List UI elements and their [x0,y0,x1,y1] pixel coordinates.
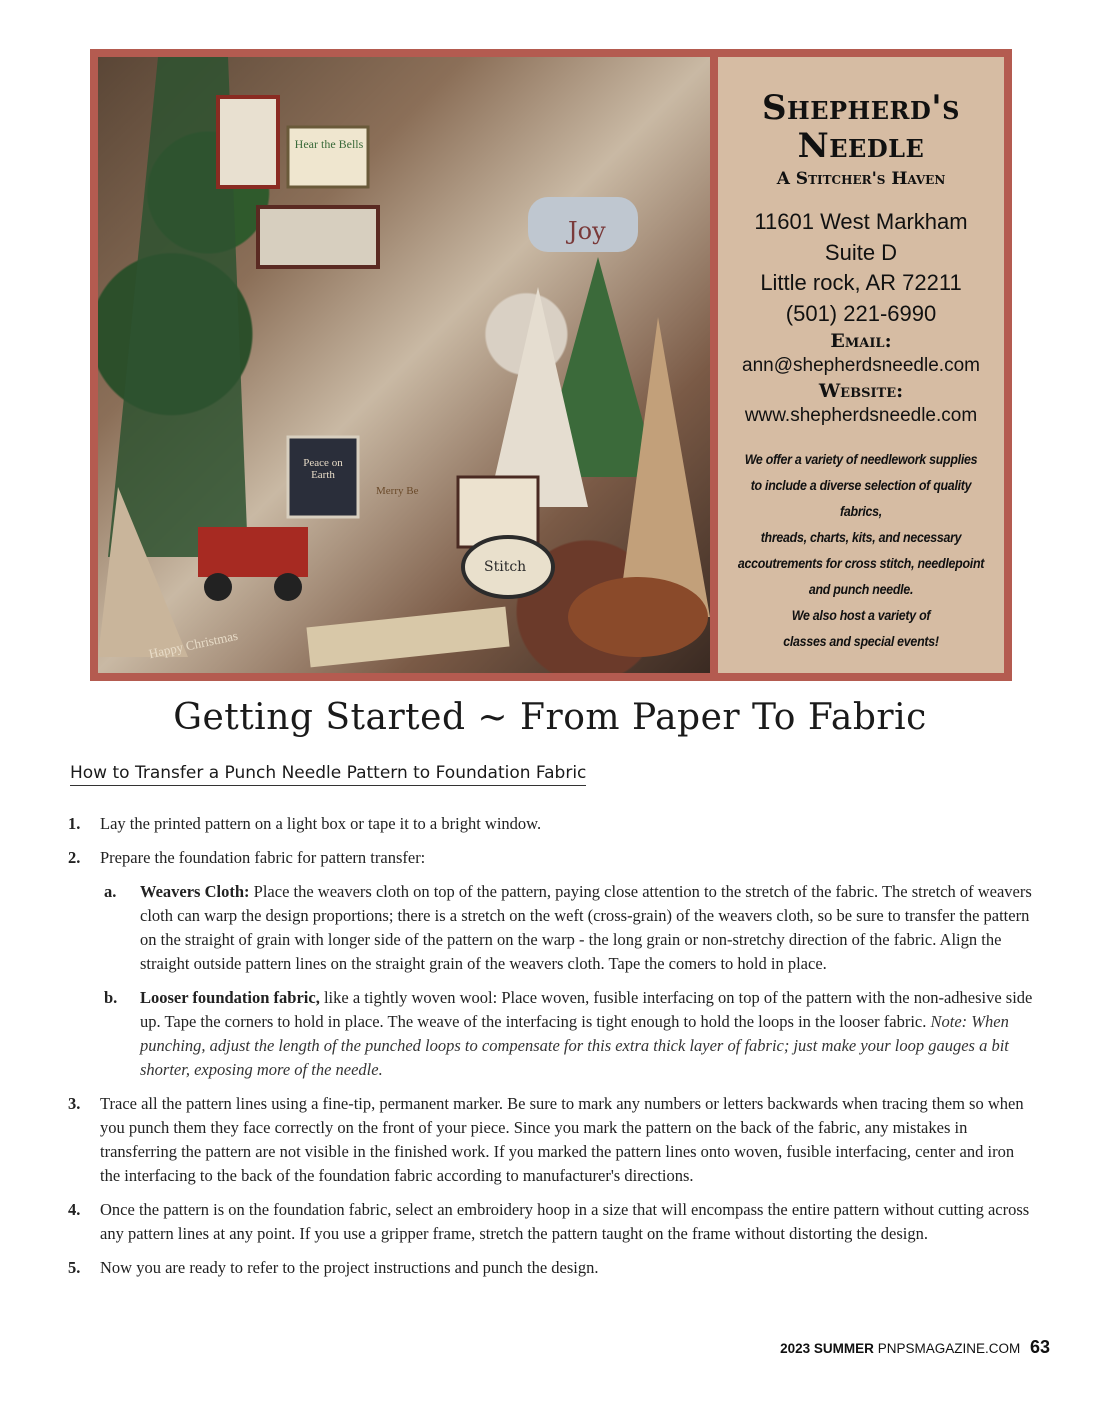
substep-lead: Weavers Cloth: [140,882,250,901]
substep-letter: b. [104,988,118,1007]
website-url[interactable]: www.shepherdsneedle.com [744,405,978,426]
blurb-line: to include a diverse selection of quality fabrics, [750,478,972,519]
issue-label: 2023 SUMMER [780,1341,874,1356]
store-name [718,89,1004,165]
address-line: Suite D [824,239,898,265]
list-item [68,1256,1038,1280]
photo-text-joy: Joy [568,217,606,245]
article-title: Getting Started ~ From Paper To Fabric [173,697,927,738]
step-number: 2. [68,848,81,867]
store-address [718,207,1004,329]
blurb-line: threads, charts, kits, and necessary [760,530,962,545]
store-tagline: A Stitcher's Haven [776,169,946,189]
substep-letter: a. [104,882,117,901]
instruction-list [68,812,1038,1290]
step-number: 4. [68,1200,81,1219]
blurb-line: accoutrements for cross stitch, needlepoint [737,556,985,571]
step-number: 1. [68,814,81,833]
store-name-line1: Shepherd's [761,88,961,128]
photo-text-bells: Hear the Bells [294,137,364,151]
step-text: Prepare the foundation fabric for pattern transfer: [100,848,426,867]
website-label: Website: [818,380,904,402]
step-number: 5. [68,1258,81,1277]
store-info-panel [718,57,1004,673]
step-text: Lay the printed pattern on a light box or tape it to a bright window. [100,814,542,833]
phone-number: (501) 221-6990 [785,300,937,326]
step-text: Once the pattern is on the foundation fabric, select an embroidery hoop in a size that will encompass the entire pattern without cutting across any pattern lines at any point. If you use a gripper frame, stretch the pattern taught on the frame without distorting the design. [100,1200,1030,1243]
shop-display-photo [98,57,710,673]
list-item [68,1092,1038,1188]
blurb-line: classes and special events! [783,634,939,649]
substep-lead: Looser foundation fabric, [140,988,320,1007]
step-text: Now you are ready to refer to the project instructions and punch the design. [100,1258,599,1277]
store-name-line2: Needle [797,126,925,166]
step-number: 3. [68,1094,81,1113]
email-address[interactable]: ann@shepherdsneedle.com [742,355,980,376]
list-item [68,846,1038,870]
store-advertisement [90,49,1012,681]
step-text: Trace all the pattern lines using a fine-tip, permanent marker. Be sure to mark any numbers or letters backwards when tracing them so when you punch them they face correctly on the front of your piece. Since you mark the pattern on the back of the fabric, any mistakes in transferring the pattern are not visible in the finished work. If you marked the pattern lines onto woven, fusible interfacing, center and iron the interfacing to the back of the foundation fabric according to manufacturer's directions. [100,1094,1024,1185]
blurb-line: We offer a variety of needlework supplies [744,452,978,467]
article-subtitle: How to Transfer a Punch Needle Pattern to Foundation Fabric [70,763,586,786]
page-number: 63 [1029,1337,1050,1357]
photo-text-christmas: Happy Christmas [147,627,240,662]
list-item [68,1198,1038,1246]
substep-note: Note: When punching, adjust the length of the punched loops to compensate for this extra thick layer of fabric; just make your loop gauges a bit shorter, exposing more of the needle. [140,1012,1009,1079]
blurb-line: We also host a variety of [791,608,931,623]
blurb-line: and punch needle. [808,582,914,597]
photo-text-stitch: Stitch [484,559,527,575]
store-description [735,447,987,655]
sub-list-item [68,986,1038,1082]
substep-text: Place the weavers cloth on top of the pattern, paying close attention to the stretch of the fabric. The stretch of weavers cloth can warp the design proportions; there is a stretch on the weft (cross-grain) of the weavers cloth, so be sure to transfer the pattern on the straight of grain with longer side of the pattern on the warp - the long grain or non-stretchy direction of the fabric. Align the straight outside pattern lines on the straight grain of the weavers cloth. Tape the comers to hold in place. [140,882,1032,973]
list-item [68,812,1038,836]
shop-display-illustration [98,57,710,673]
photo-text-peace: Peace on Earth [303,457,343,481]
photo-text-merry: Merry Be [376,485,419,497]
address-line: Little rock, AR 72211 [760,270,962,295]
sub-list-item [68,880,1038,976]
substep-text: like a tightly woven wool: Place woven, fusible interfacing on top of the pattern with the non-adhesive side up. Tape the corners to hold in place. The weave of the interfacing is tight enough to hold the loops in the looser fabric. [140,988,1033,1031]
address-line: 11601 West Markham [754,209,968,234]
magazine-site: PNPSMAGAZINE.COM [877,1341,1021,1356]
email-label: Email: [830,330,892,352]
page-footer [780,1337,1050,1358]
